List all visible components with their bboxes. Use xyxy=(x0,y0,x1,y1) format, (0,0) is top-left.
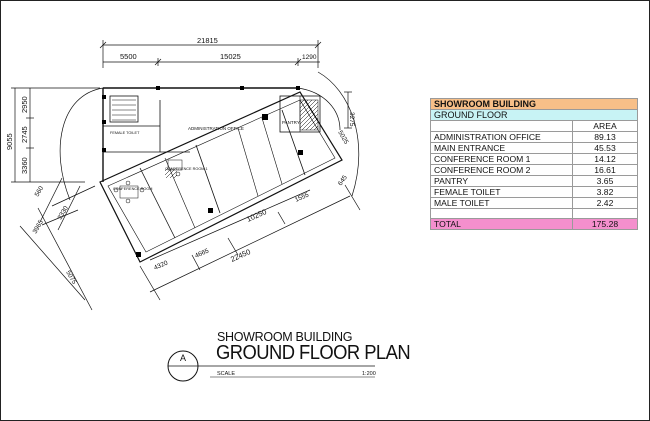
table-title-row xyxy=(431,99,638,110)
dim-right-2: 5025 xyxy=(336,129,350,146)
dim-diag-2: 3330 xyxy=(56,204,70,221)
scale-label: SCALE xyxy=(217,371,236,377)
total-value: 175.28 xyxy=(573,219,638,230)
room-area: 3.82 xyxy=(573,187,638,198)
dim-top-2: 15025 xyxy=(220,52,241,61)
dim-bottom-2: 1555 xyxy=(293,191,311,204)
dim-diag-3: 3965 xyxy=(31,218,45,235)
dim-left-total: 9055 xyxy=(5,133,14,150)
table-row xyxy=(431,132,638,143)
table-row xyxy=(431,143,638,154)
area-schedule-table xyxy=(430,98,638,230)
room-area: 14.12 xyxy=(573,154,638,165)
dimension-labels xyxy=(5,36,355,286)
dim-right-3: 645 xyxy=(336,174,349,188)
header-area: AREA xyxy=(573,121,638,132)
dim-left-2: 2745 xyxy=(20,126,29,143)
dim-bottom-3: 4320 xyxy=(152,259,170,272)
table-row xyxy=(431,198,638,209)
table-row xyxy=(431,165,638,176)
dim-left-1: 2950 xyxy=(20,96,29,113)
dim-overall-top: 21815 xyxy=(197,36,218,45)
room-area: 89.13 xyxy=(573,132,638,143)
room-label-admin: ADMINISTRATION OFFICE xyxy=(188,126,244,131)
curved-canopy xyxy=(60,72,359,200)
header-room xyxy=(431,121,573,132)
scale-value: 1:200 xyxy=(362,371,376,377)
table-header-row xyxy=(431,121,638,132)
room-name: MAIN ENTRANCE xyxy=(431,143,573,154)
dim-bottom-4: 4665 xyxy=(193,247,211,260)
dim-left-3: 3360 xyxy=(20,157,29,174)
table-subtitle-row xyxy=(431,110,638,121)
table-subtitle: GROUND FLOOR xyxy=(431,110,638,121)
total-label: TOTAL xyxy=(431,219,573,230)
room-name: MALE TOILET xyxy=(431,198,573,209)
table-row xyxy=(431,176,638,187)
room-labels xyxy=(110,120,300,191)
room-name: ADMINISTRATION OFFICE xyxy=(431,132,573,143)
table-blank-row xyxy=(431,209,638,219)
dim-top-1: 5500 xyxy=(120,52,137,61)
room-area: 2.42 xyxy=(573,198,638,209)
room-name: CONFERENCE ROOM 1 xyxy=(431,154,573,165)
room-name: PANTRY xyxy=(431,176,573,187)
dim-bottom-1: 10250 xyxy=(245,207,268,224)
room-label-conf1: CONFERENCE ROOM 1 xyxy=(165,167,208,171)
dim-right-1: 3275 xyxy=(348,112,355,127)
table-title: SHOWROOM BUILDING xyxy=(431,99,638,110)
room-area: 3.65 xyxy=(573,176,638,187)
room-label-toilet: FEMALE TOILET xyxy=(110,131,140,135)
room-label-conf2: CONFERENCE ROOM xyxy=(113,187,153,191)
room-name: FEMALE TOILET xyxy=(431,187,573,198)
table-total-row xyxy=(431,219,638,230)
title-building-name: SHOWROOM BUILDING xyxy=(217,330,353,344)
dimension-lines xyxy=(11,40,360,310)
dim-diag-4: 5075 xyxy=(64,269,78,286)
room-area: 16.61 xyxy=(573,165,638,176)
dim-bottom-total: 22450 xyxy=(229,247,252,264)
dim-diag-1: 560 xyxy=(33,185,46,198)
room-label-pantry: PANTRY xyxy=(282,120,300,125)
table-row xyxy=(431,154,638,165)
dim-top-3: 1290 xyxy=(302,54,317,61)
section-marker-label: A xyxy=(179,353,187,363)
table-row xyxy=(431,187,638,198)
room-area: 45.53 xyxy=(573,143,638,154)
room-name: CONFERENCE ROOM 2 xyxy=(431,165,573,176)
drawing-title: GROUND FLOOR PLAN xyxy=(216,342,411,364)
